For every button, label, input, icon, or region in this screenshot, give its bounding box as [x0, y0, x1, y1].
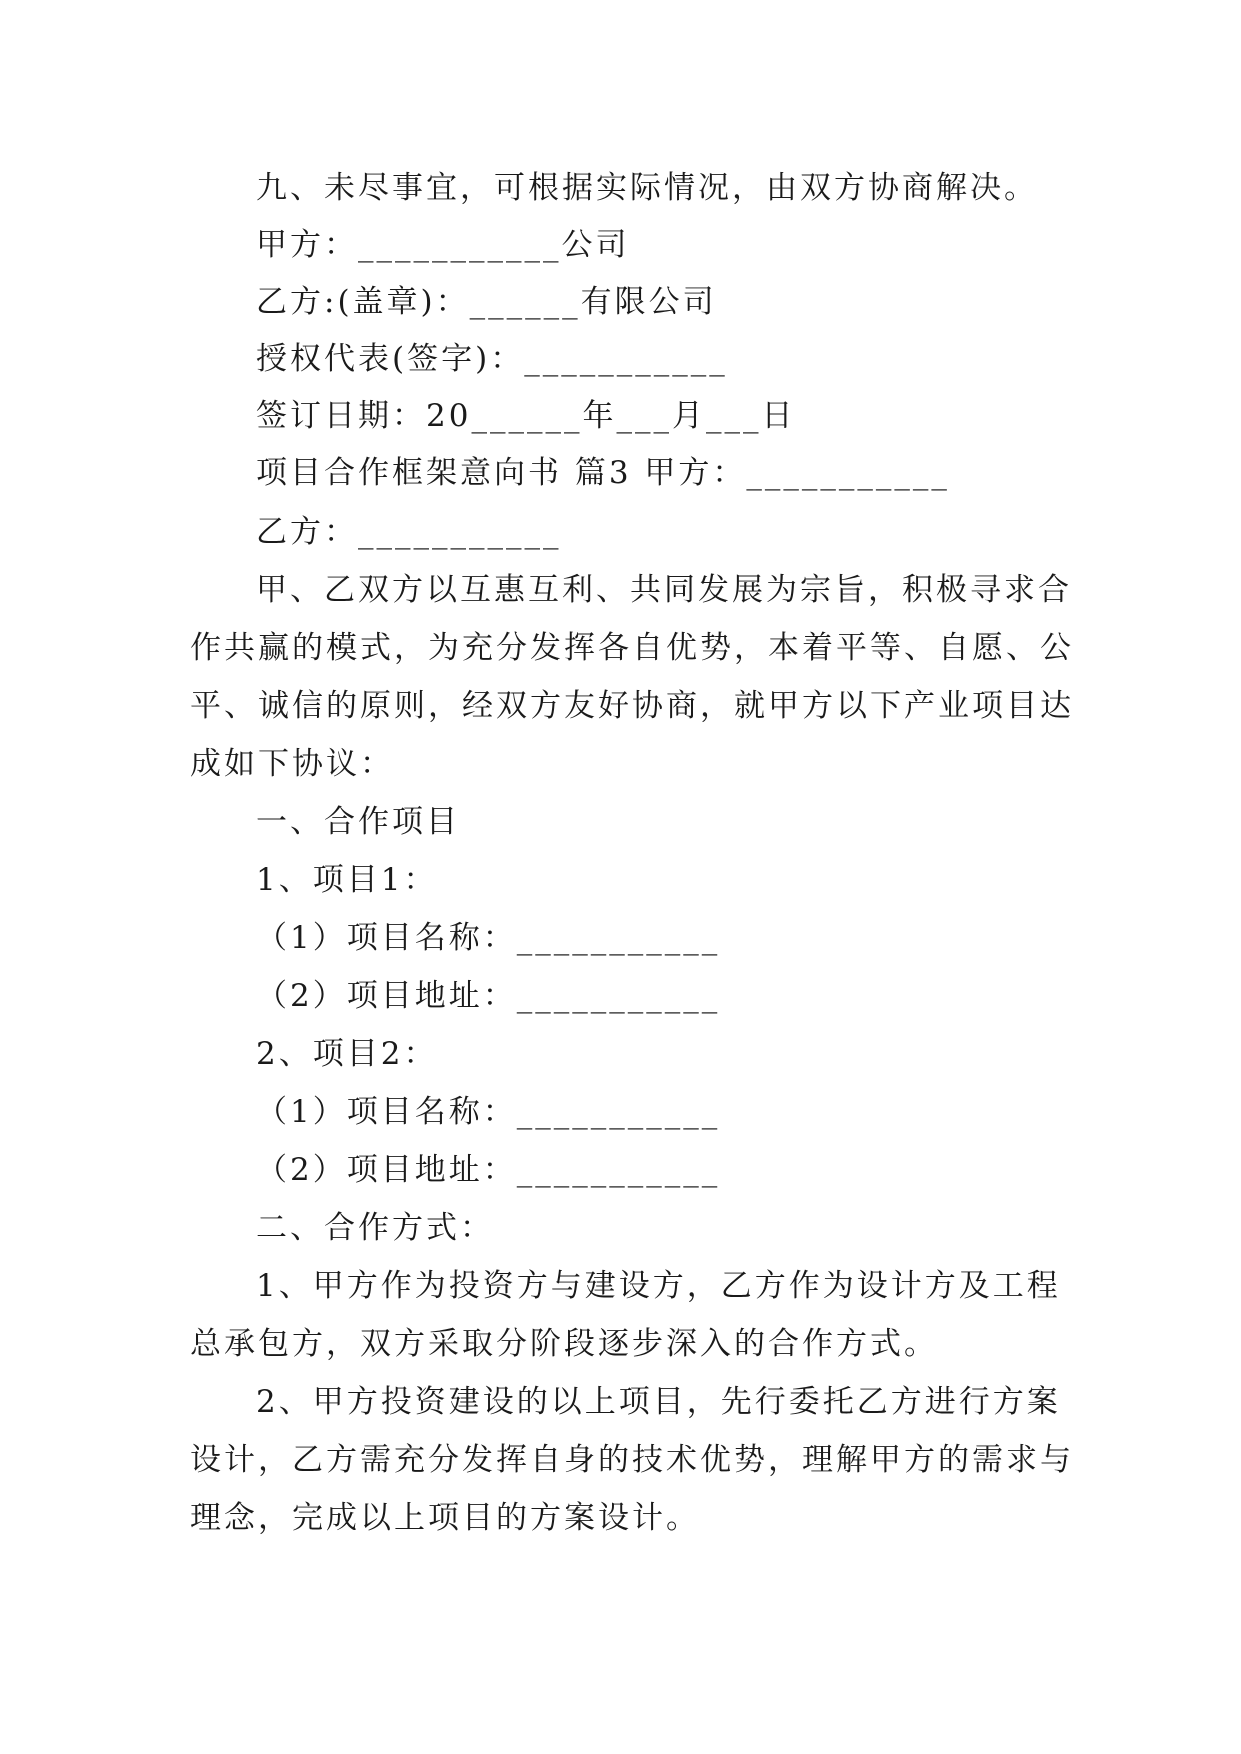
party-b-seal: 乙方:(盖章)：______有限公司 — [256, 284, 717, 320]
preamble-line-2: 作共赢的模式，为充分发挥各自优势，本着平等、自愿、公 — [190, 630, 1074, 666]
party-b-line: 乙方：___________ — [256, 514, 562, 550]
method-2-line-1: 2、甲方投资建设的以上项目，先行委托乙方进行方案 — [256, 1384, 1061, 1420]
signing-date: 签订日期：20______年___月___日 — [256, 398, 796, 434]
project-2-name: （1）项目名称：___________ — [256, 1094, 721, 1130]
project-2-heading: 2、项目2： — [256, 1036, 438, 1072]
heading-cooperation-projects: 一、合作项目 — [256, 804, 460, 840]
heading-cooperation-method: 二、合作方式： — [256, 1210, 494, 1246]
project-1-name: （1）项目名称：___________ — [256, 920, 721, 956]
method-1-line-1: 1、甲方作为投资方与建设方，乙方作为设计方及工程 — [256, 1268, 1061, 1304]
section-title-party-a: 项目合作框架意向书 篇3 甲方：___________ — [256, 455, 950, 491]
method-1-line-2: 总承包方，双方采取分阶段逐步深入的合作方式。 — [190, 1326, 938, 1362]
authorized-representative: 授权代表(签字)：___________ — [256, 341, 728, 377]
preamble-line-1: 甲、乙双方以互惠互利、共同发展为宗旨，积极寻求合 — [256, 572, 1072, 608]
method-2-line-3: 理念，完成以上项目的方案设计。 — [190, 1500, 700, 1536]
preamble-line-3: 平、诚信的原则，经双方友好协商，就甲方以下产业项目达 — [190, 688, 1074, 724]
preamble-line-4: 成如下协议： — [190, 746, 394, 782]
clause-nine: 九、未尽事宜，可根据实际情况，由双方协商解决。 — [256, 170, 1038, 206]
project-1-heading: 1、项目1： — [256, 862, 438, 898]
party-a-company: 甲方：___________公司 — [256, 227, 630, 263]
method-2-line-2: 设计，乙方需充分发挥自身的技术优势，理解甲方的需求与 — [190, 1442, 1074, 1478]
project-2-address: （2）项目地址：___________ — [256, 1152, 721, 1188]
project-1-address: （2）项目地址：___________ — [256, 978, 721, 1014]
